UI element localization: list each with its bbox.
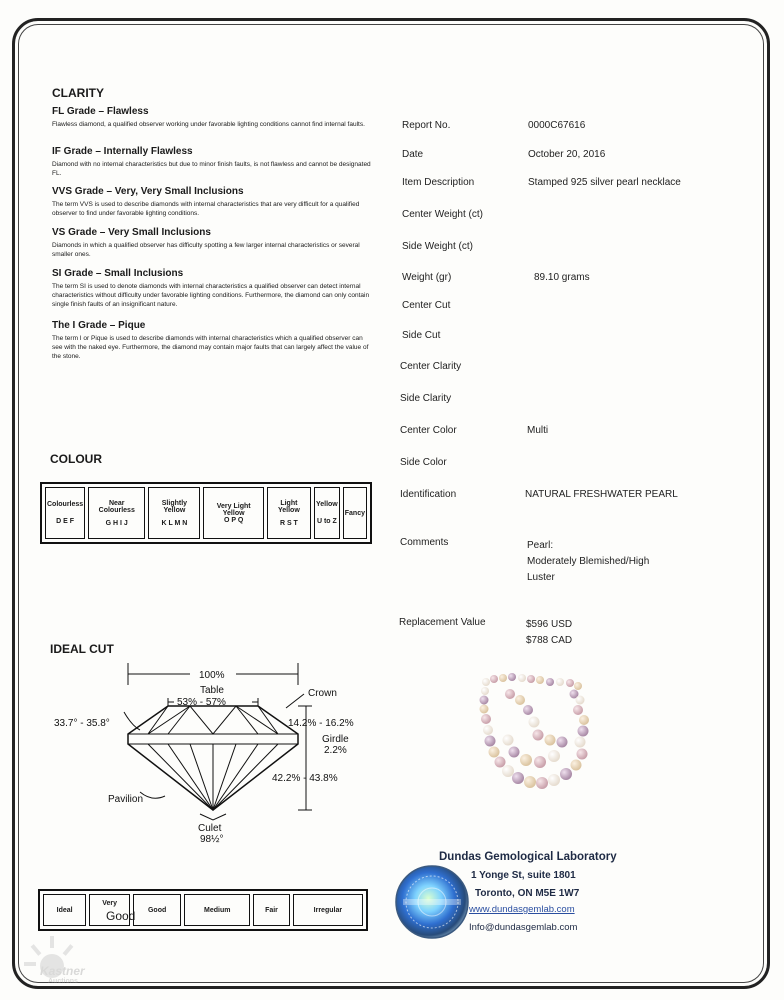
table-pct-label: 53% - 57% (177, 697, 226, 708)
colour-cell-yellow (314, 487, 340, 539)
colour-cell-very-light-yellow (203, 487, 263, 539)
replacement-usd: $596 USD (526, 619, 573, 630)
clarity-grade-fl (52, 106, 372, 129)
cut-label: Medium (204, 906, 231, 914)
lab-address-line1: 1 Yonge St, suite 1801 (471, 870, 576, 881)
cut-cell-irregular (293, 894, 363, 926)
grade-title: VS Grade – Very Small Inclusions (52, 227, 211, 238)
report-label: Weight (gr) (402, 272, 452, 283)
colour-cell-fancy (343, 487, 367, 539)
lab-name: Dundas Gemological Laboratory (439, 851, 617, 863)
culet-angle-label: 98½° (200, 834, 224, 845)
report-label: Date (402, 149, 424, 160)
report-label: Center Weight (ct) (402, 209, 483, 220)
girdle-pct-label: 2.2% (324, 745, 347, 756)
colour-scale-table (40, 482, 372, 544)
comments-line: Luster (527, 572, 555, 583)
replacement-cad: $788 CAD (526, 635, 573, 646)
colour-letters: O P Q (223, 516, 244, 524)
colour-cell-colourless (45, 487, 85, 539)
replacement-value (526, 617, 572, 649)
grade-title: SI Grade – Small Inclusions (52, 268, 184, 279)
clarity-grade-i (52, 320, 372, 361)
colour-name: Colourless (47, 501, 84, 508)
grade-title: The I Grade – Pique (52, 320, 146, 331)
colour-letters: K L M N (161, 519, 188, 527)
report-value: Stamped 925 silver pearl necklace (528, 177, 681, 188)
grade-title: IF Grade – Internally Flawless (52, 146, 193, 157)
grade-description: The term VVS is used to describe diamonds with internal characteristics that are very difficult for a qualified observer to find under favorable lighting conditions. (52, 201, 360, 217)
report-value: 0000C67616 (528, 120, 586, 131)
report-label: Item Description (402, 177, 475, 188)
report-label: Side Weight (ct) (402, 241, 473, 252)
crown-angle-label: 33.7° - 35.8° (54, 718, 110, 729)
report-label: Side Color (400, 457, 447, 468)
cut-label: Fair (265, 906, 278, 914)
colour-name: Yellow (315, 501, 338, 508)
report-label: Center Color (400, 425, 457, 436)
comments-line: Moderately Blemished/High (527, 556, 650, 567)
pearl-necklace-photo (470, 670, 600, 810)
cut-grade-table (38, 889, 368, 931)
cut-cell-good (133, 894, 181, 926)
cut-selected-mark: Good (106, 909, 136, 923)
clarity-grade-if (52, 146, 372, 178)
colour-letters: U to Z (316, 518, 337, 525)
grade-description: Diamonds in which a qualified observer has difficulty spotting a few larger internal characteristics or several smaller ones. (52, 242, 360, 258)
colour-letters: R S T (279, 519, 298, 527)
report-label: Center Clarity (400, 361, 462, 372)
grade-title: VVS Grade – Very, Very Small Inclusions (52, 186, 244, 197)
crown-label: Crown (308, 688, 337, 699)
report-label: Side Cut (402, 330, 441, 341)
colour-name: Slightly Yellow (161, 499, 188, 514)
girdle-label: Girdle (322, 734, 349, 745)
colour-cell-near-colourless (88, 487, 145, 539)
colour-letters: G H I J (105, 519, 128, 527)
cut-cell-fair (253, 894, 290, 926)
comments-line: Pearl: (527, 540, 554, 551)
crown-pct-label: 14.2% - 16.2% (288, 718, 354, 729)
cut-cell-ideal (43, 894, 86, 926)
lab-address-line2: Toronto, ON M5E 1W7 (475, 888, 580, 899)
colour-name: Light Yellow (277, 499, 300, 514)
ideal-cut-heading: IDEAL CUT (50, 642, 114, 656)
diamond-cut-diagram (40, 660, 380, 845)
colour-heading: COLOUR (50, 452, 102, 466)
colour-cell-light-yellow (267, 487, 311, 539)
grade-description: The term SI is used to denote diamonds with internal characteristics a qualified observer can detect internal characteristics without difficulty under favorable lighting conditions. Furthermore, the diamond can only contain single finish faults of an insignificant nature. (52, 283, 370, 308)
colour-cell-slightly-yellow (148, 487, 200, 539)
report-value: 89.10 grams (534, 272, 590, 283)
table-label: Table (200, 685, 224, 696)
colour-name: Fancy (344, 509, 365, 517)
report-label: Center Cut (402, 300, 451, 311)
comments-label: Comments (400, 537, 449, 548)
grade-title: FL Grade – Flawless (52, 106, 149, 117)
report-label: Side Clarity (400, 393, 452, 404)
total-width-label: 100% (199, 670, 225, 681)
colour-name: Very Light Yellow (216, 502, 251, 517)
watermark-line2: Auctions (48, 978, 78, 985)
cut-cell-medium (184, 894, 250, 926)
report-value: NATURAL FRESHWATER PEARL (525, 489, 678, 500)
cut-label: Ideal (56, 906, 73, 914)
colour-letters: D E F (56, 518, 75, 525)
pavilion-pct-label: 42.2% - 43.8% (272, 773, 338, 784)
grade-description: Diamond with no internal characteristics but due to minor finish faults, is not flawless and cannot be designated FL. (52, 161, 371, 177)
report-value: October 20, 2016 (528, 149, 606, 160)
report-value: Multi (527, 425, 549, 436)
clarity-grade-si (52, 268, 372, 309)
replacement-label: Replacement Value (399, 617, 486, 628)
clarity-heading: CLARITY (52, 86, 104, 100)
clarity-grade-vs (52, 227, 372, 259)
report-label: Identification (400, 489, 457, 500)
auction-watermark (12, 930, 102, 990)
lab-email[interactable]: Info@dundasgemlab.com (469, 922, 578, 933)
cut-label: Very (102, 899, 117, 907)
comments-value (527, 538, 649, 586)
watermark-line1: Kastner (40, 964, 85, 978)
cut-label: Good (147, 906, 167, 914)
report-label: Report No. (402, 120, 451, 131)
cut-label: Irregular (313, 906, 343, 914)
pearl-strand (480, 673, 590, 789)
pavilion-label: Pavilion (108, 794, 144, 805)
lab-seal-hologram (393, 862, 471, 942)
grade-description: The term I or Pique is used to describe diamonds with internal characteristics which a qualified observer can see with the naked eye. Furthermore, the diamond may contain major faults that can largely affect the value of the stone. (52, 335, 369, 360)
lab-website-link[interactable]: www.dundasgemlab.com (469, 904, 575, 915)
grade-description: Flawless diamond, a qualified observer working under favorable lighting conditions cannot find internal faults. (52, 121, 365, 128)
colour-name: Near Colourless (98, 499, 135, 514)
culet-label: Culet (198, 823, 222, 834)
clarity-grade-vvs (52, 186, 372, 218)
